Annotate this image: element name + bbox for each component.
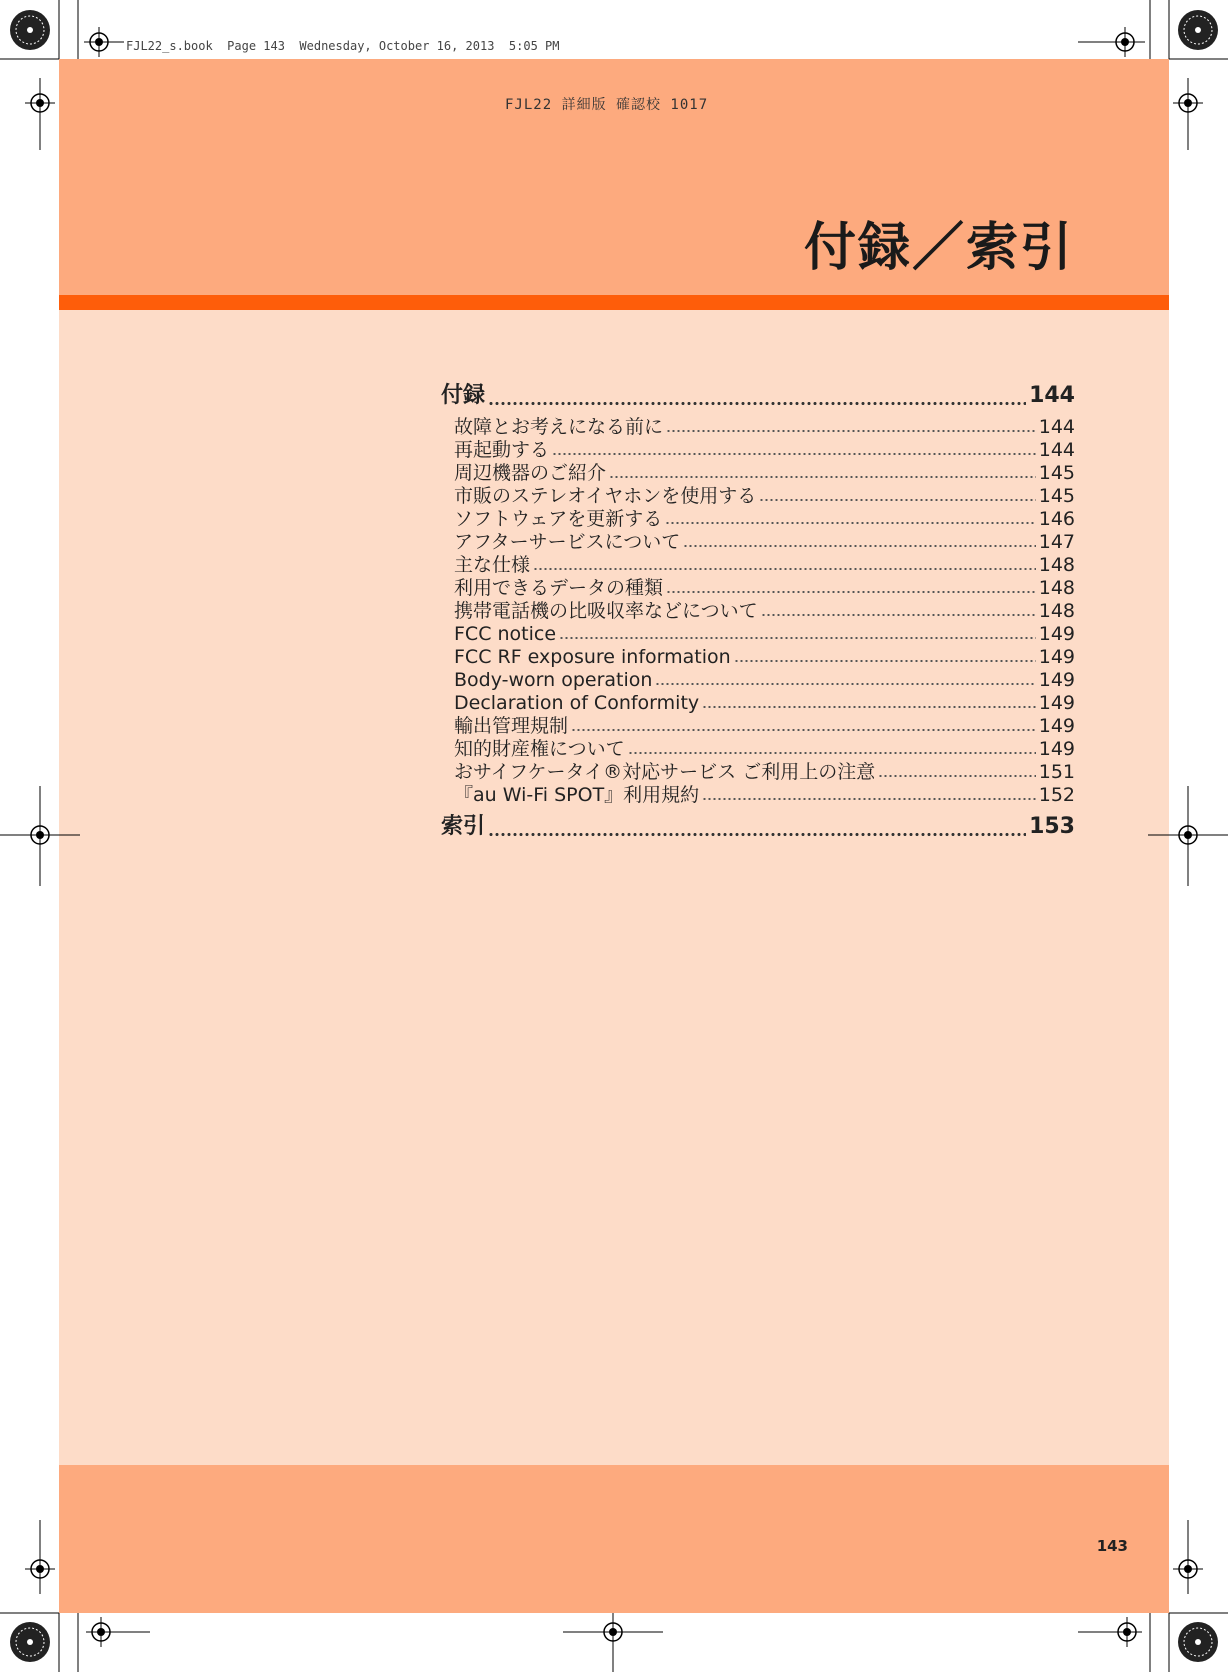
toc-item-page: 149 (1038, 715, 1075, 737)
toc-item-page: 146 (1038, 508, 1075, 530)
toc-item-label: FCC notice (454, 623, 557, 645)
toc-section-label: 付録 (441, 383, 486, 408)
toc-item-label: アフターサービスについて (454, 531, 681, 553)
book-info-slug: FJL22_s.book Page 143 Wednesday, October 16, 2013 5:05 PM (126, 39, 560, 53)
toc-item-label: Body-worn operation (454, 669, 653, 691)
toc-item-page: 145 (1038, 485, 1075, 507)
toc-item-label: 携帯電話機の比吸収率などについて (454, 600, 758, 622)
toc-item-label: 故障とお考えになる前に (454, 416, 664, 438)
toc-item-label: 主な仕様 (454, 554, 531, 576)
toc-item-page: 151 (1038, 761, 1075, 783)
toc-item-page: 145 (1038, 462, 1075, 484)
toc-item-label: 輸出管理規制 (454, 715, 569, 737)
toc-item-page: 148 (1038, 600, 1075, 622)
page-number: 143 (1096, 1537, 1128, 1555)
toc-item-page: 152 (1038, 784, 1075, 806)
toc-item-label: 市販のステレオイヤホンを使用する (454, 485, 757, 507)
toc-item-page: 149 (1038, 669, 1075, 691)
toc-item-label: おサイフケータイ®対応サービス ご利用上の注意 (454, 761, 876, 783)
toc-item-page: 149 (1038, 738, 1075, 760)
toc-item-label: 『au Wi-Fi SPOT』利用規約 (454, 784, 700, 806)
toc-item-label: 知的財産権について (454, 738, 625, 760)
toc-item-label: Declaration of Conformity (454, 692, 700, 714)
toc-item-page: 149 (1038, 646, 1075, 668)
chapter-title: 付録／索引 (803, 218, 1074, 278)
toc-section-page: 144 (1029, 383, 1075, 408)
toc-item-page: 148 (1038, 577, 1075, 599)
toc-item-label: 再起動する (454, 439, 550, 461)
toc-item-label: FCC RF exposure information (454, 646, 731, 668)
toc-item-page: 147 (1038, 531, 1075, 553)
toc-section-page: 153 (1029, 814, 1075, 839)
toc-item-page: 149 (1038, 692, 1075, 714)
toc-item-page: 149 (1038, 623, 1075, 645)
toc-item-label: ソフトウェアを更新する (454, 508, 663, 530)
toc-item-page: 148 (1038, 554, 1075, 576)
toc-section-label: 索引 (441, 814, 486, 839)
toc-item-label: 周辺機器のご紹介 (454, 462, 607, 484)
toc-item-page: 144 (1038, 416, 1075, 438)
toc-item-page: 144 (1038, 439, 1075, 461)
proof-label: FJL22 詳細版 確認校 1017 (505, 97, 709, 113)
toc-item-label: 利用できるデータの種類 (454, 577, 664, 599)
